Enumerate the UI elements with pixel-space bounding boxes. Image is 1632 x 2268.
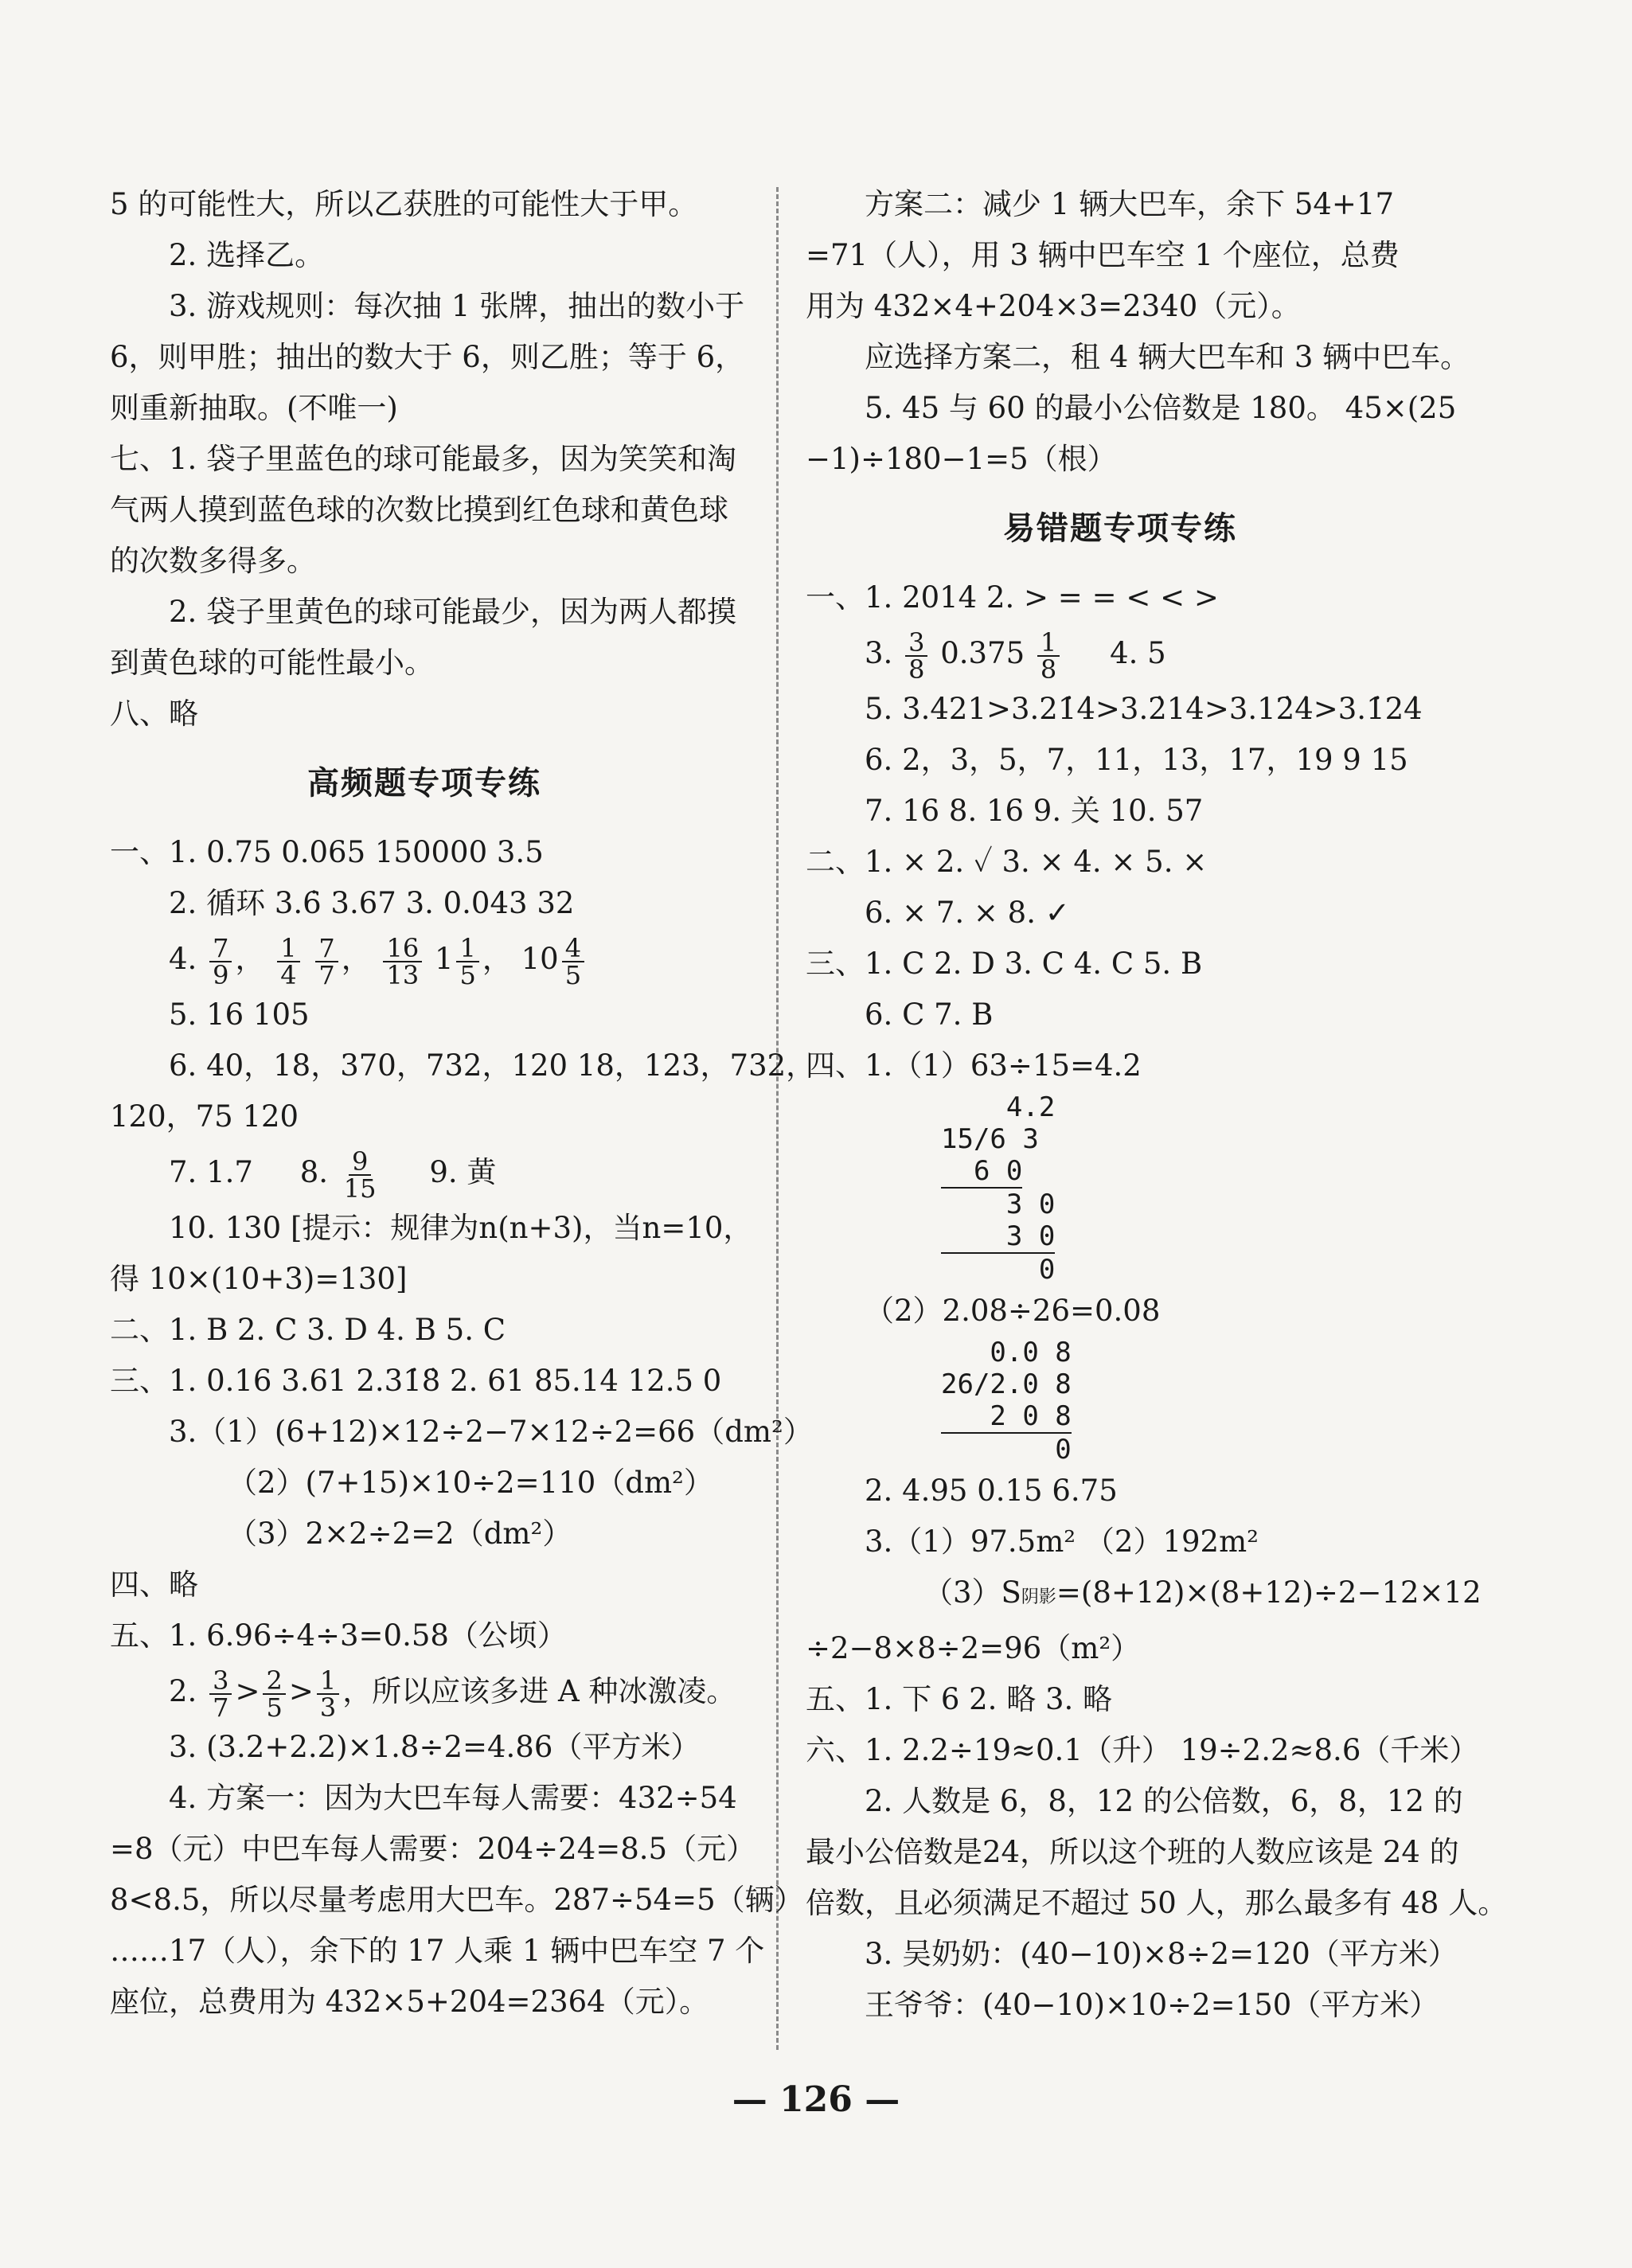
answer-line: （3）2×2÷2=2（dm²）	[228, 1517, 572, 1551]
division-row: 0.0 8	[941, 1337, 1072, 1368]
answer-line: 最小公倍数是24，所以这个班的人数应该是 24 的	[806, 1835, 1459, 1869]
answer-line: 4. 方案一：因为大巴车每人需要：432÷54	[169, 1781, 737, 1815]
long-division-2	[941, 1337, 1435, 1466]
text-line: 方案二：减少 1 辆大巴车，余下 54+17	[865, 187, 1394, 221]
division-row: 3 0	[941, 1189, 1056, 1220]
fraction: $\frac{1}{8}$	[1037, 630, 1060, 682]
answer-line: 5. 3.421>3.21̇4̇>3.2̇14̇>3.12̇4̇>3.1̇24̇	[865, 692, 1423, 726]
right-column	[806, 179, 1508, 2031]
answer-line: 五、1. 6.96÷4÷3=0.58（公顷）	[110, 1618, 567, 1653]
left-column	[110, 179, 816, 2028]
answer-line: 3.（1）(6+12)×12÷2−7×12÷2=66（dm²）	[169, 1415, 813, 1449]
text-line: =71（人），用 3 辆中巴车空 1 个座位，总费	[806, 238, 1400, 272]
answer-line: 6. 2，3，5，7，11，13，17，19 9 15	[865, 743, 1408, 777]
division-row: 6 0	[941, 1155, 1023, 1187]
answer-line: 120，75 120	[110, 1099, 299, 1134]
answer-line: 一、1. 0.75 0.065 150000 3.5	[110, 835, 544, 869]
long-division-1	[941, 1091, 1435, 1286]
text-line: 5 的可能性大，所以乙获胜的可能性大于甲。	[110, 187, 698, 221]
answer-line	[806, 1567, 1482, 1623]
fraction: $\frac{7}{7}$	[315, 935, 338, 988]
answer-line: 3. 吴奶奶：(40−10)×8÷2=120（平方米）	[865, 1937, 1458, 1971]
division-row: 4.2	[941, 1091, 1056, 1123]
division-row: 26/2.0 8	[941, 1368, 1072, 1400]
answer-line: 四、略	[110, 1567, 198, 1602]
fraction: $\frac{7}{9}$	[209, 935, 232, 988]
text-line: 的次数多得多。	[110, 544, 316, 578]
page-number: — 126 —	[732, 2079, 900, 2120]
subscript: 阴影	[1021, 1587, 1056, 1607]
fraction: $\frac{16}{13}$	[383, 935, 422, 988]
answer-line: 座位，总费用为 432×5+204=2364（元）。	[110, 1985, 709, 2019]
answer-line: 一、1. 2014 2. > = = < < >	[806, 580, 1219, 615]
text-line: 用为 432×4+204×3=2340（元）。	[806, 289, 1301, 323]
answer-line: 2. 循环 3.6̇ 3.67 3. 0.043 32	[169, 886, 575, 920]
column-divider	[776, 187, 779, 2050]
answer-line: 6. C 7. B	[865, 997, 994, 1032]
text-line: 5. 45 与 60 的最小公倍数是 180。 45×(25	[865, 391, 1457, 425]
answer-line: 得 10×(10+3)=130]	[110, 1262, 408, 1296]
answer-line: （2）(7+15)×10÷2=110（dm²）	[228, 1466, 713, 1500]
section-heading: 高频题专项专练	[307, 765, 541, 802]
answer-line-fractions	[110, 1142, 739, 1203]
fraction: $\frac{3}{7}$	[209, 1668, 232, 1720]
answer-line: 王爷爷：(40−10)×10÷2=150（平方米）	[865, 1988, 1439, 2022]
fraction: $\frac{3}{8}$	[905, 630, 927, 682]
fraction: $\frac{1}{4}$	[277, 935, 299, 988]
text-line: 2. 选择乙。	[169, 238, 325, 272]
answer-line: 二、1. B 2. C 3. D 4. B 5. C	[110, 1313, 506, 1347]
text-line: 应选择方案二，租 4 辆大巴车和 3 辆中巴车。	[865, 340, 1470, 374]
text-line: 八、略	[110, 697, 198, 731]
fraction: $\frac{9}{15}$	[343, 1146, 377, 1204]
answer-line: 6. × 7. × 8. ✓	[865, 896, 1070, 930]
answer-line: 3. (3.2+2.2)×1.8÷2=4.86（平方米）	[169, 1730, 701, 1764]
answer-line: 2. 4.95 0.15 6.75	[865, 1474, 1118, 1508]
answer-line: ÷2−8×8÷2=96（m²）	[806, 1631, 1141, 1665]
answer-line: ……17（人），余下的 17 人乘 1 辆中巴车空 7 个	[110, 1934, 765, 1968]
text-line: −1)÷180−1=5（根）	[806, 442, 1117, 476]
answer-line-fractions	[806, 623, 1435, 684]
answer-line: 2. 人数是 6，8，12 的公倍数，6，8，12 的	[865, 1784, 1463, 1818]
division-row: 15/6 3	[941, 1123, 1039, 1155]
answer-line-fractions: 2. $\frac{3}{7}$ > $\frac{2}{5}$ > $\frac{1}{3}$ ，所以应该多进 A 种冰激凌。	[169, 1665, 736, 1723]
mixed-whole: 10	[521, 942, 559, 976]
answer-line: 5. 16 105	[169, 997, 310, 1032]
section-heading: 易错题专项专练	[1003, 510, 1237, 547]
answer-part: ，所以应该多进 A 种冰激凌。	[342, 1674, 736, 1708]
answer-line: 8<8.5，所以尽量考虑用大巴车。287÷54=5（辆）	[110, 1883, 804, 1917]
fraction: $\frac{2}{5}$	[263, 1668, 285, 1720]
answer-part: 9. 黄	[429, 1155, 497, 1189]
answer-line: =8（元）中巴车每人需要：204÷24=8.5（元）	[110, 1832, 756, 1866]
text-line: 气两人摸到蓝色球的次数比摸到红色球和黄色球	[110, 493, 728, 527]
answer-line: 10. 130 [提示：规律为n(n+3)，当n=10，	[169, 1211, 753, 1245]
answer-line: 二、1. × 2. ✓ 3. × 4. × 5. ×	[806, 845, 1208, 879]
answer-part: 0.375	[940, 636, 1025, 670]
answer-line: 四、1.（1）63÷15=4.2	[806, 1048, 1142, 1083]
answer-part: 7. 1.7	[169, 1155, 253, 1189]
text-line: 2. 袋子里黄色的球可能最少，因为两人都摸	[169, 595, 737, 629]
division-row: 3 0	[941, 1220, 1056, 1252]
item-number: 2.	[169, 1674, 197, 1708]
division-row: 2 0 8	[941, 1400, 1072, 1432]
fraction: $\frac{4}{5}$	[562, 935, 584, 988]
answer-line-fractions: 4. $\frac{7}{9}$ ， $\frac{1}{4}$ $\frac{7}{7}$ ， $\frac{16}{13}$ 1 $\frac{1}{5}$ ， 10 $\frac{4}{5}$	[110, 929, 739, 990]
answer-line: 7. 16 8. 16 9. 关 10. 57	[865, 794, 1204, 828]
answer-line: 3.（1）97.5m² （2）192m²	[865, 1524, 1259, 1559]
item-number: 4.	[169, 942, 197, 976]
mixed-whole: 1	[434, 942, 454, 976]
division-row: 0	[941, 1254, 1056, 1286]
text-line: 则重新抽取。(不唯一)	[110, 391, 398, 425]
answer-line: 6. 40，18，370，732，120 18，123，732，	[169, 1048, 816, 1083]
answer-part: 4. 5	[1110, 636, 1166, 670]
answer-line: 三、1. 0.16 3.61 2.31̇8̇ 2. 61 85.14 12.5 0	[110, 1364, 722, 1398]
text-line: 到黄色球的可能性最小。	[110, 646, 434, 680]
answer-part: =(8+12)×(8+12)÷2−12×12	[1056, 1575, 1482, 1610]
item-number: 3.	[865, 636, 893, 670]
answer-line: 倍数，且必须满足不超过 50 人，那么最多有 48 人。	[806, 1886, 1508, 1920]
answer-line: 三、1. C 2. D 3. C 4. C 5. B	[806, 947, 1203, 981]
fraction: $\frac{1}{5}$	[456, 935, 478, 988]
answer-line: （2）2.08÷26=0.08	[865, 1294, 1161, 1328]
answer-line: 六、1. 2.2÷19≈0.1（升） 19÷2.2≈8.6（千米）	[806, 1733, 1479, 1767]
text-line: 七、1. 袋子里蓝色的球可能最多，因为笑笑和淘	[110, 442, 737, 476]
text-line: 6，则甲胜；抽出的数大于 6，则乙胜；等于 6，	[110, 340, 745, 374]
fraction: $\frac{1}{3}$	[317, 1668, 339, 1720]
answer-line: 五、1. 下 6 2. 略 3. 略	[806, 1682, 1113, 1716]
division-row: 0	[941, 1434, 1072, 1466]
answer-part: （3）S	[923, 1575, 1021, 1610]
item-number: 8.	[299, 1155, 329, 1189]
text-line: 3. 游戏规则：每次抽 1 张牌，抽出的数小于	[169, 289, 745, 323]
